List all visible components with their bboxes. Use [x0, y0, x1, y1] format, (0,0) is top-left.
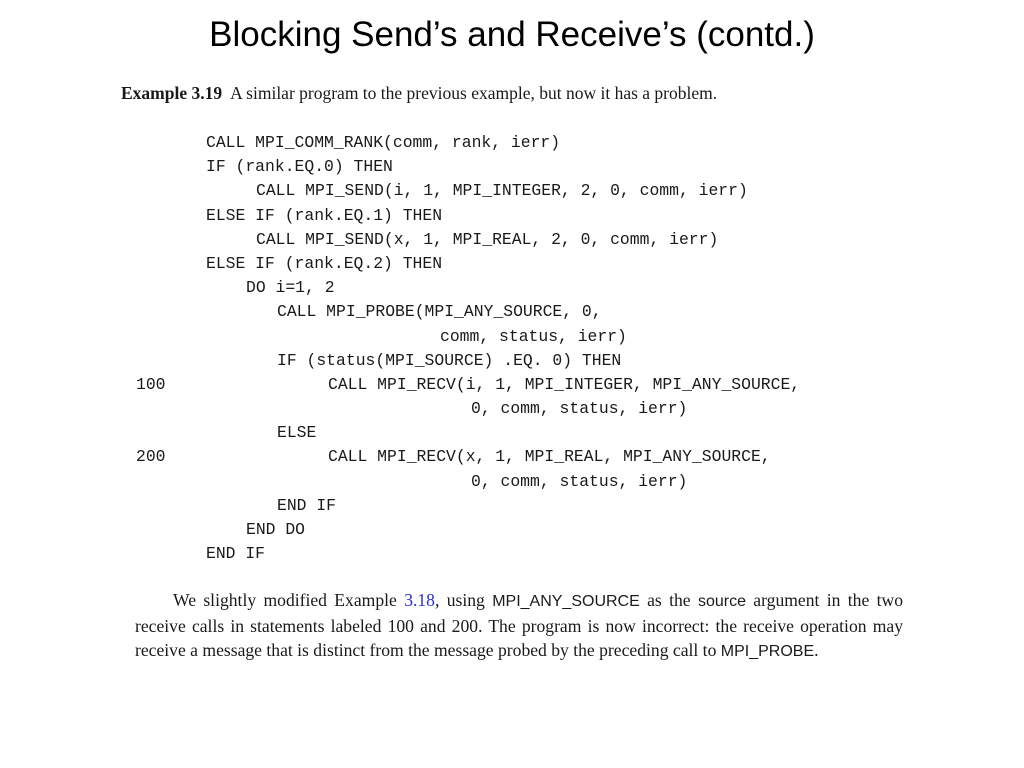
explanation-paragraph: [135, 588, 903, 664]
slide-title: Blocking Send’s and Receive’s (contd.): [209, 15, 815, 54]
code-statement: ELSE IF (rank.EQ.1) THEN: [206, 205, 443, 225]
code-statement: 0, comm, status, ierr): [471, 471, 688, 491]
code-statement: CALL MPI_RECV(x, 1, MPI_REAL, MPI_ANY_SOURCE,: [328, 447, 771, 467]
statement-label: 100: [136, 374, 166, 394]
code-statement: CALL MPI_PROBE(MPI_ANY_SOURCE, 0,: [277, 302, 602, 322]
code-statement: CALL MPI_COMM_RANK(comm, rank, ierr): [206, 133, 561, 152]
inline-code-source: source: [697, 593, 746, 610]
code-statement: CALL MPI_SEND(x, 1, MPI_REAL, 2, 0, comm, ierr): [256, 229, 719, 249]
statement-label: 200: [136, 447, 166, 467]
code-statement: ELSE IF (rank.EQ.2) THEN: [206, 253, 443, 273]
example-heading: [121, 81, 717, 105]
paragraph-text-1: We slightly modified Example: [173, 590, 405, 610]
example-caption: A similar program to the previous example, but now it has a problem.: [230, 83, 718, 103]
paragraph-text-4: argument in the two receive calls in statements labeled 100 and 200. The program is now incorrect: the receive operation may receive a message that is distinct from the message probed by the preceding call to: [135, 590, 903, 660]
code-statement: comm, status, ierr): [440, 326, 627, 346]
code-statement: END DO: [246, 520, 306, 539]
code-statement: END IF: [206, 544, 266, 564]
code-statement: IF (status(MPI_SOURCE) .EQ. 0) THEN: [277, 350, 622, 370]
code-statement: CALL MPI_SEND(i, 1, MPI_INTEGER, 2, 0, comm, ierr): [256, 181, 748, 201]
example-label: Example 3.19: [121, 83, 223, 103]
paragraph-text-2: , using: [434, 590, 493, 610]
inline-code-any-source: MPI_ANY_SOURCE: [492, 593, 640, 610]
inline-code-mpi-probe: MPI_PROBE: [720, 643, 815, 660]
code-statement: ELSE: [277, 423, 317, 443]
paragraph-text-5: .: [814, 640, 819, 660]
code-statement: DO i=1, 2: [246, 278, 335, 298]
code-statement: IF (rank.EQ.0) THEN: [206, 157, 393, 177]
example-reference-link[interactable]: 3.18: [404, 590, 435, 610]
code-statement: CALL MPI_RECV(i, 1, MPI_INTEGER, MPI_ANY_SOURCE,: [328, 374, 801, 394]
code-statement: 0, comm, status, ierr): [471, 399, 688, 419]
code-statement: END IF: [277, 495, 337, 515]
paragraph-text-3: as the: [639, 590, 698, 610]
